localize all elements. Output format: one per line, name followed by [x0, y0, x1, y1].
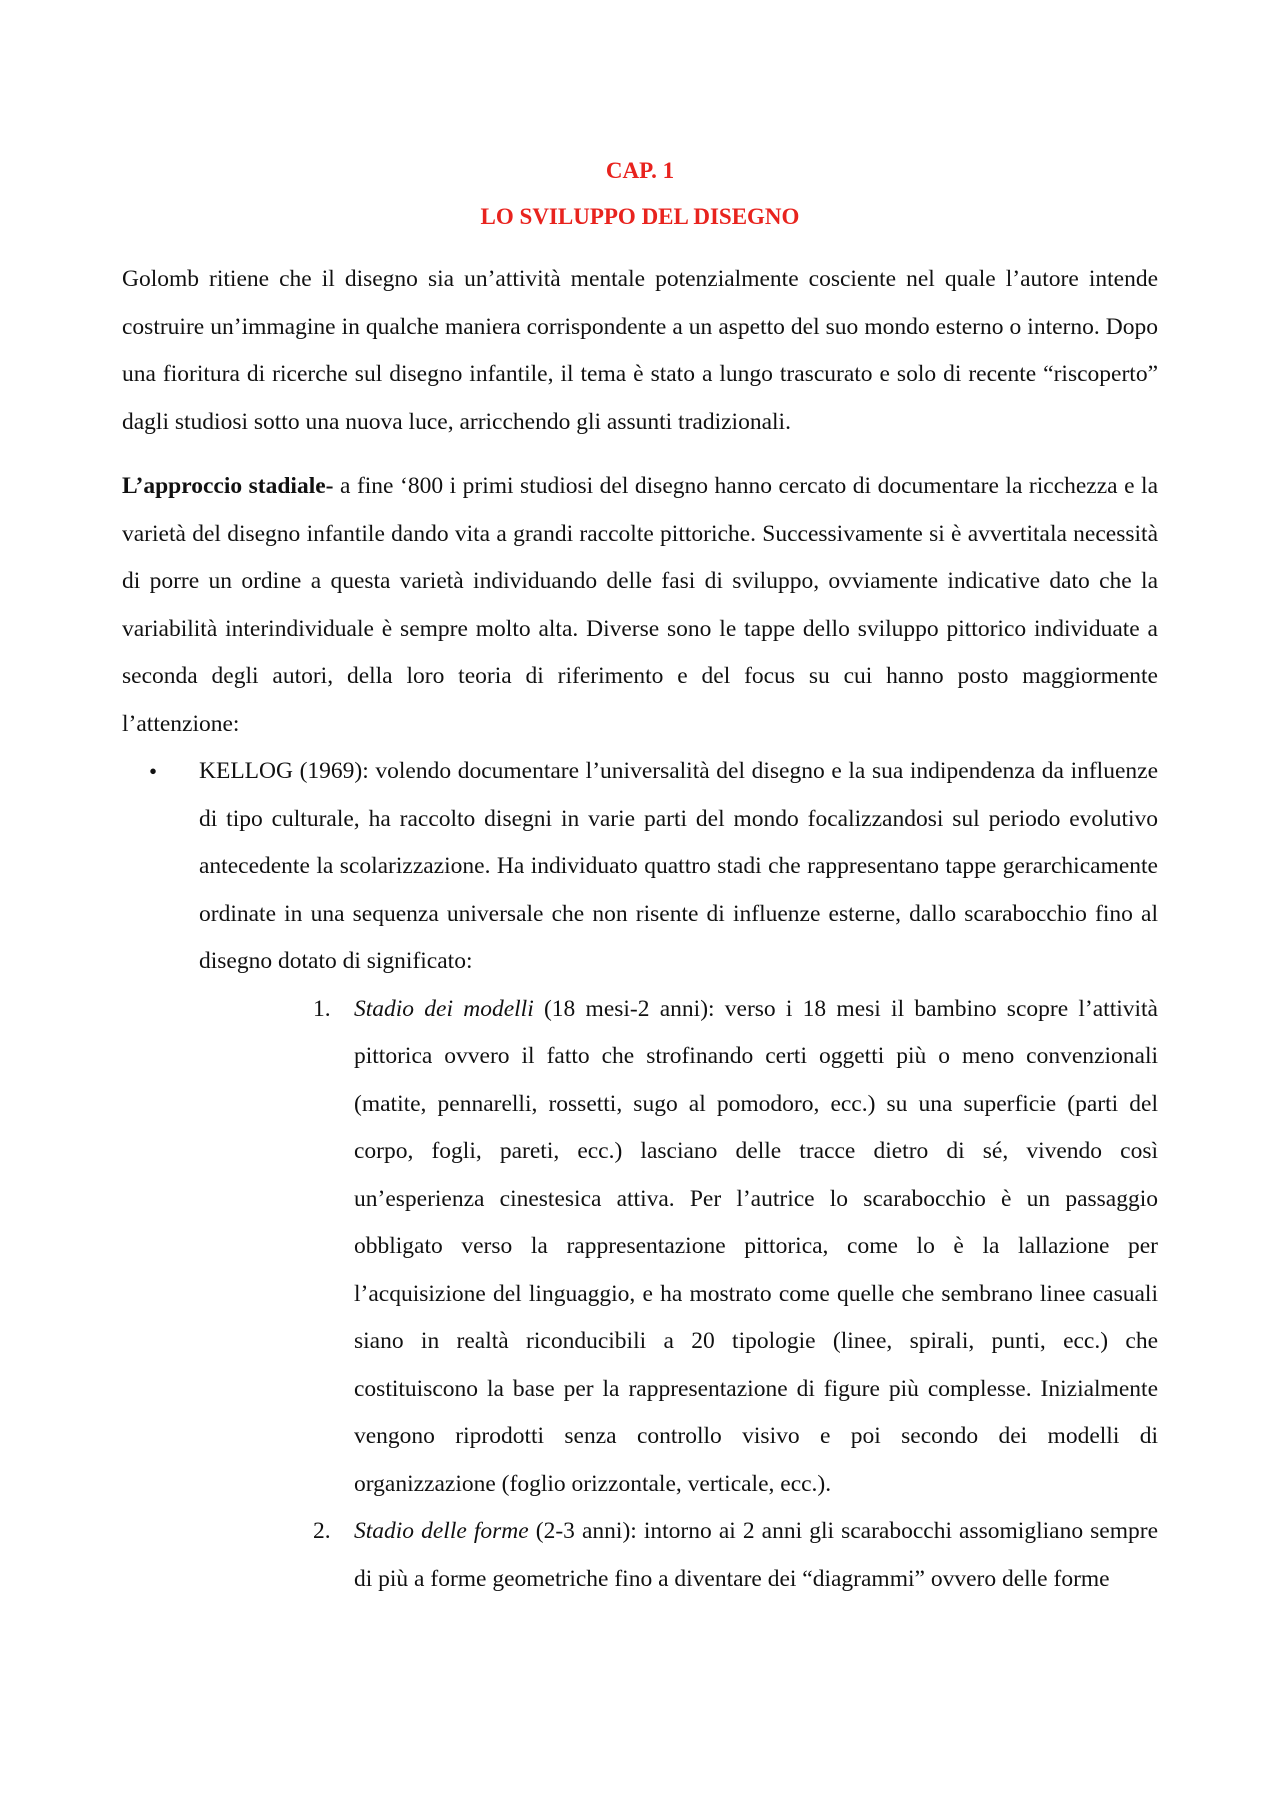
document-page	[122, 0, 1158, 1603]
list-item	[149, 748, 1159, 1603]
stage-title: Stadio dei modelli	[354, 995, 534, 1022]
stage-title: Stadio delle forme	[354, 1518, 529, 1544]
stage-number: 1.	[313, 995, 331, 1022]
stage-text	[354, 1508, 1158, 1603]
stage-description: (2-3 anni): intorno ai 2 anni gli scarabocchi assomigliano sempre di più a forme geometriche fino a diventare dei “diagrammi” ovvero delle forme	[354, 1518, 1159, 1592]
chapter-number: CAP. 1	[605, 158, 675, 183]
stage-item	[313, 986, 1158, 1509]
intro-paragraph: Golomb ritiene che il disegno sia un’attività mentale potenzialmente cosciente nel quale l’autore intende costruire un’immagine in qualche maniera corrispondente a un aspetto del suo mondo esterno o interno. Dopo una fioritura di ricerche sul disegno infantile, il tema è stato a lungo trascurato e solo di recente “riscoperto” dagli studiosi sotto una nuova luce, arricchendo gli assunti tradizionali.	[122, 266, 1158, 435]
bullet-text: KELLOG (1969): volendo documentare l’universalità del disegno e la sua indipendenza da influenze di tipo culturale, ha raccolto disegni in varie parti del mondo focalizzandosi sul periodo evolutivo antecedente la scolarizzazione. Ha individuato quattro stadi che rappresentano tappe gerarchicamente ordinate in una sequenza universale che non risente di influenze esterne, dallo scarabocchio fino al disegno dotato di significato:	[199, 758, 1158, 974]
chapter-title: LO SVILUPPO DEL DISEGNO	[480, 204, 800, 229]
stage-item	[313, 1508, 1159, 1603]
section-paragraph	[122, 463, 1158, 748]
section-heading: L’approccio stadiale-	[122, 473, 334, 499]
section-text: a fine ‘800 i primi studiosi del disegno hanno cercato di documentare la ricchezza e la varietà del disegno infantile dando vita a grandi raccolte pittoriche. Successivamente si è avvertitala necessità di porre un ordine a questa varietà individuando delle fasi di sviluppo, ovviamente indicative dato che la variabilità interindividuale è sempre molto alta. Diverse sono le tappe dello sviluppo pittorico individuate a seconda degli autori, della loro teoria di riferimento e del focus su cui hanno posto maggiormente l’attenzione:	[122, 473, 1159, 737]
stage-description: (18 mesi-2 anni): verso i 18 mesi il bambino scopre l’attività pittorica ovvero il fatto che strofinando certi oggetti più o meno convenzionali (matite, pennarelli, rossetti, sugo al pomodoro, ecc.) su una superficie (parti del corpo, fogli, pareti, ecc.) lasciano delle tracce dietro di sé, vivendo così un’esperienza cinestesica attiva. Per l’autrice lo scarabocchio è un passaggio obbligato verso la rappresentazione pittorica, come lo è la lallazione per l’acquisizione del linguaggio, e ha mostrato come quelle che sembrano linee casuali siano in realtà riconducibili a 20 tipologie (linee, spirali, punti, ecc.) che costituiscono la base per la rappresentazione di figure più complesse. Inizialmente vengono riprodotti senza controllo visivo e poi secondo dei modelli di organizzazione (foglio orizzontale, verticale, ecc.).	[354, 995, 1158, 1497]
stage-text	[354, 986, 1158, 1509]
stage-number: 2.	[313, 1518, 331, 1544]
bullet-icon: •	[149, 759, 158, 784]
